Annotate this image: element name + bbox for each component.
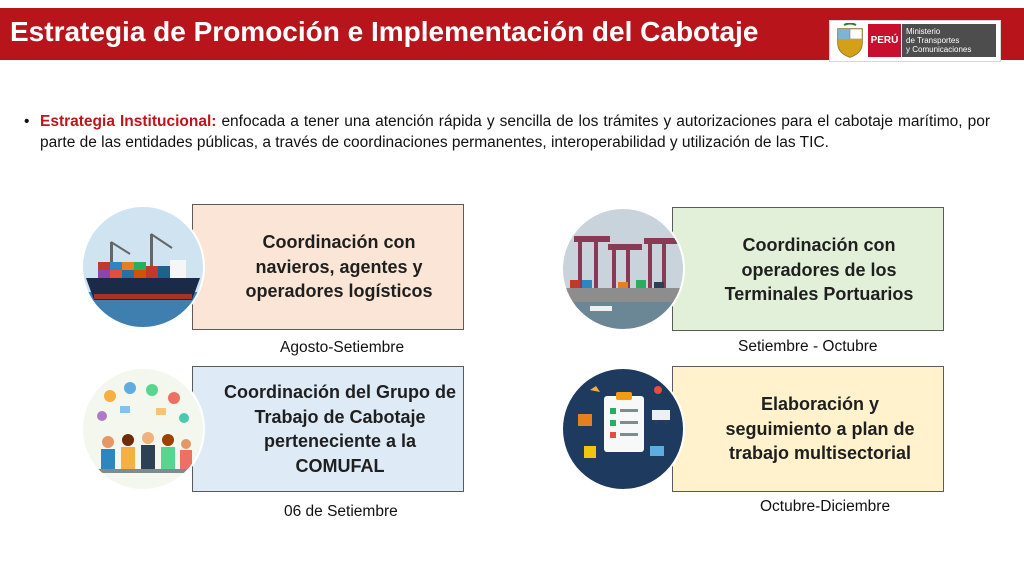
card-terminales-date: Setiembre - Octubre <box>738 338 878 355</box>
card-comufal-date: 06 de Setiembre <box>284 503 398 520</box>
card-navieros-text: Coordinación con navieros, agentes y operadores logísticos <box>245 232 433 301</box>
card-terminales-text: Coordinación con operadores de los Terminales Portuarios <box>724 235 914 304</box>
peru-label: PERÚ <box>868 24 901 57</box>
ministry-logo <box>829 20 1001 62</box>
cargo-ship-icon <box>80 204 206 330</box>
ministry-name: Ministerio de Transportes y Comunicaciones <box>902 24 996 57</box>
port-cranes-icon <box>560 206 686 332</box>
card-plan-trabajo-date: Octubre-Diciembre <box>760 498 891 515</box>
title-bar <box>0 8 1024 60</box>
strategy-description <box>24 112 990 153</box>
card-comufal-text: Coordinación del Grupo de Trabajo de Cabotaje perteneciente a la COMUFAL <box>223 382 456 476</box>
strategy-text: enfocada a tener una atención rápida y sencilla de los trámites y autorizaciones para el cabotaje marítimo, por parte de las entidades públicas, a través de coordinaciones permanentes, interoperabilidad y utilización de las TIC. <box>40 113 990 151</box>
page-title: Estrategia de Promoción e Implementación del Cabotaje <box>10 16 759 47</box>
coat-of-arms-icon <box>834 23 866 58</box>
card-plan-trabajo-text: Elaboración y seguimiento a plan de trabajo multisectorial <box>725 394 915 463</box>
card-navieros-date: Agosto-Setiembre <box>280 339 405 356</box>
team-meeting-icon <box>80 366 206 492</box>
bullet-icon: • <box>24 113 30 130</box>
checklist-logistics-icon <box>560 366 686 492</box>
strategy-label: Estrategia Institucional: <box>40 113 217 130</box>
